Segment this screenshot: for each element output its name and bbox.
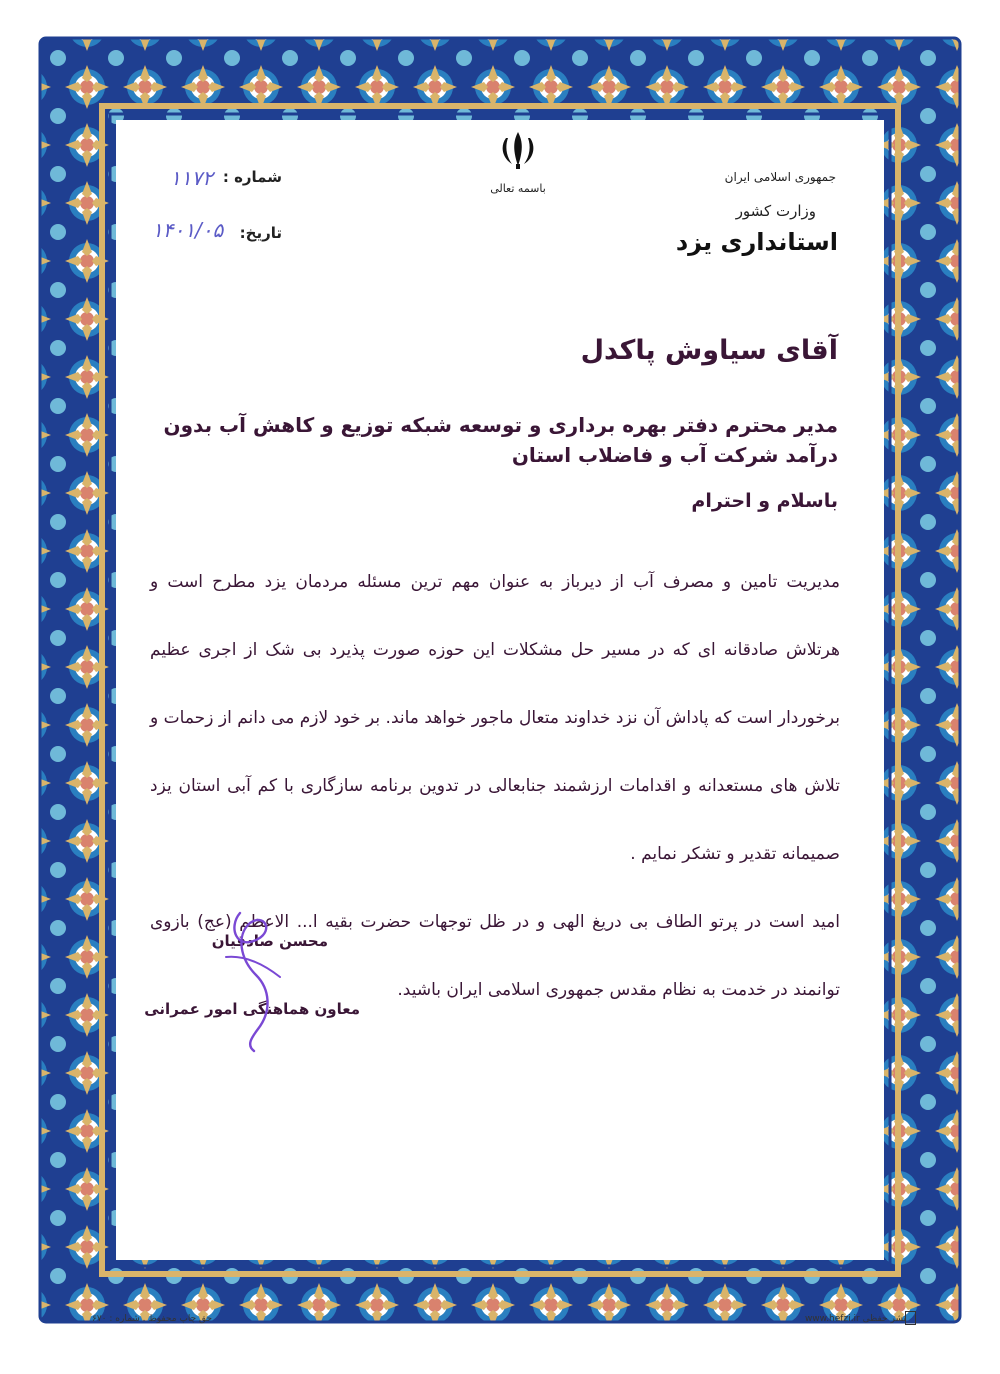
signatory-title: معاون هماهنگی امور عمرانی	[144, 1000, 360, 1018]
recipient-name: آقای سیاوش پاکدل	[580, 335, 838, 366]
number-label: شماره :	[222, 168, 282, 186]
date-label: تاریخ:	[239, 224, 282, 242]
greeting: باسلام و احترام	[691, 490, 838, 512]
office-name: استانداری یزد	[675, 228, 838, 256]
country-name: جمهوری اسلامی ایران	[724, 170, 836, 184]
signatory-name: محسن صادقیان	[211, 932, 328, 950]
recipient-position: مدیر محترم دفتر بهره برداری و توسعه شبکه توزیع و کاهش آب بدون درآمد شرکت آب و فاضلاب استان	[163, 413, 838, 467]
publisher-logo-icon	[905, 1311, 916, 1325]
footer-publisher: www.hefzi.ir نشر حفظی	[804, 1314, 906, 1324]
date-value: ۱۴۰۱/۰۵	[152, 218, 224, 242]
invocation-text: باسمه تعالی	[490, 182, 546, 195]
footer-copyright: حق چاپ محفوظ . شماره : ۶۷۰	[92, 1314, 213, 1324]
body-paragraph-2: امید است در پرتو الطاف بی دریغ الهی و در ظل توجهات حضرت بقیه ا... الاعظم (عج) بازوی توانمند در خدمت به نظام مقدس جمهوری اسلامی ایران باشید.	[150, 912, 840, 1000]
iran-emblem-icon	[494, 130, 542, 170]
handwritten-signature	[210, 905, 300, 1055]
number-value: ۱۱۷۲	[170, 166, 213, 190]
body-paragraph-1: مدیریت تامین و مصرف آب از دیرباز به عنوان مهم ترین مسئله مردمان یزد مطرح است و هرتلاش صادقانه ای که در مسیر حل مشکلات این حوزه صورت پذیرد بی شک از اجری عظیم برخوردار است که پاداش آن نزد خداوند متعال ماجور خواهد ماند. بر خود لازم می دانم از زحمات و تلاش های مستعدانه و اقدامات ارزشمند جنابعالی در تدوین برنامه سازگاری با کم آبی استان یزد صمیمانه تقدیر و تشکر نمایم .	[150, 572, 840, 864]
ministry-name: وزارت کشور	[735, 202, 816, 220]
